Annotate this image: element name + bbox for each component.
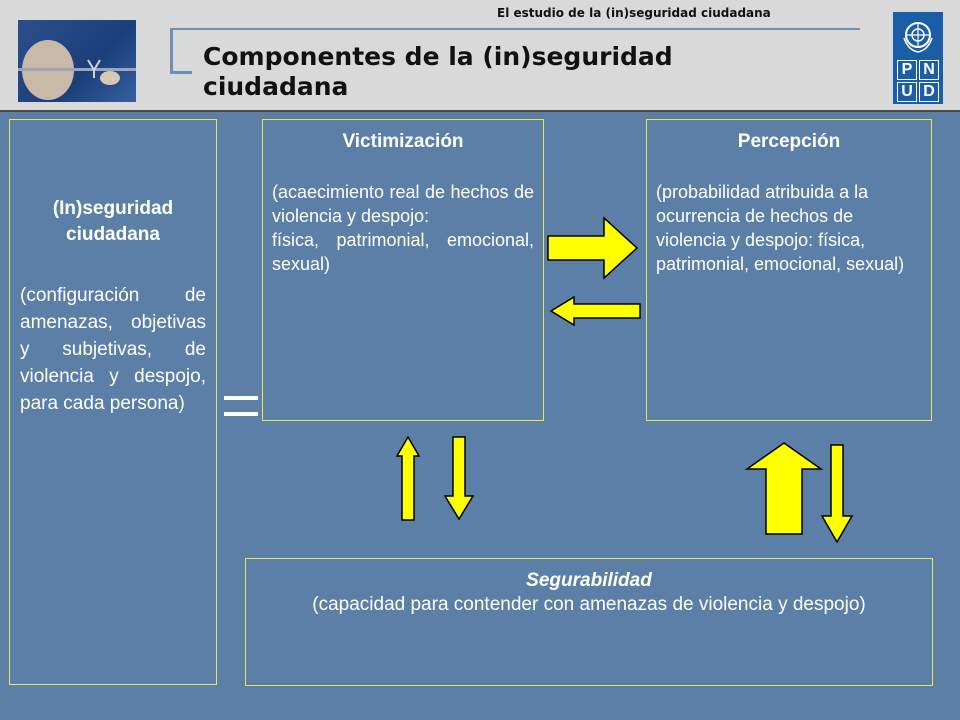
- inseguridad-title: (In)seguridad ciudadana: [52, 198, 174, 245]
- logo-letter-u: U: [897, 82, 917, 102]
- equals-sign: [224, 396, 258, 422]
- undp-letters: [897, 60, 939, 102]
- arrow-up-icon: [396, 436, 420, 522]
- header-bracket: [170, 28, 192, 74]
- page-title: Componentes de la (in)seguridad ciudadana: [203, 42, 673, 101]
- undp-logo: [893, 12, 943, 104]
- victimizacion-description-line1: (acaecimiento real de hechos de violencia y despojo:: [272, 182, 534, 226]
- victimizacion-description-line2: física, patrimonial, emocional, sexual): [272, 230, 534, 274]
- inseguridad-description: (configuración de amenazas, objetivas y subjetivas, de violencia y despojo, para cada persona): [20, 285, 206, 414]
- percepcion-box: [646, 119, 932, 421]
- percepcion-title: Percepción: [737, 131, 841, 152]
- logo-letter-d: D: [919, 82, 939, 102]
- header-bar: [0, 0, 960, 112]
- un-globe-icon: [899, 18, 937, 54]
- segurabilidad-box: [245, 558, 933, 686]
- arrow-down-right-icon: [821, 444, 853, 544]
- inseguridad-box: [9, 119, 217, 685]
- header-photo: [18, 20, 136, 102]
- segurabilidad-title: Segurabilidad: [526, 570, 652, 591]
- segurabilidad-description: (capacidad para contender con amenazas de violencia y despojo): [312, 594, 866, 615]
- victimizacion-description: [272, 180, 534, 276]
- logo-letter-p: P: [897, 60, 917, 80]
- logo-letter-n: N: [919, 60, 939, 80]
- header-topline: El estudio de la (in)seguridad ciudadana: [497, 6, 771, 20]
- arrow-down-icon: [444, 436, 474, 520]
- header-rule: [170, 28, 860, 30]
- percepcion-description: (probabilidad atribuida a la ocurrencia de hechos de violencia y despojo: física, patrimonial, emocional, sexual): [656, 182, 905, 274]
- arrow-right-icon: [547, 216, 639, 280]
- victimizacion-title: Victimización: [342, 131, 464, 152]
- arrow-up-large-icon: [746, 442, 822, 536]
- arrow-left-icon: [550, 296, 642, 326]
- victimizacion-box: [262, 119, 544, 421]
